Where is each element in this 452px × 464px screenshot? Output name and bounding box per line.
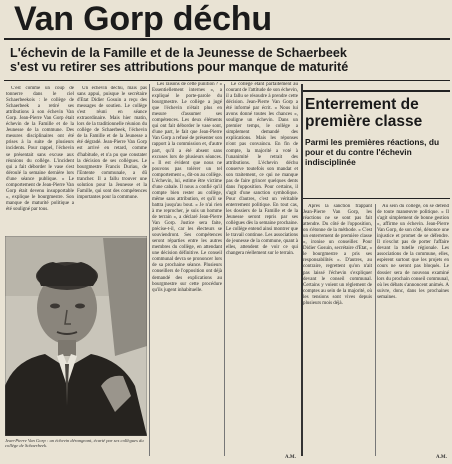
column-2-text: Un échevin déchu, mais pas sans appui, puisque le secrétaire d'Etat Didier Gosuin a reçu des messages de soutien. Le collège s'est réuni en séance extraordinaire. Mais hier matin, lors de la traditionnelle réunion du collège de Schaerbeek, l'échevin de la Famille et de la Jeunesse a été dégradé. Jean-Pierre Van Gorp est arrivé en retard, comme d'habitude, et n'a pu que constater la décision de ses collègues. Le bourgmestre Francis Duriau, de l'Entente communale, a dû trancher. Il a fallu trouver une solution pour la Jeunesse et la Famille, qui sont des compétences importantes pour la commune. [77,86,147,200]
sidebar-column-2 [377,204,449,454]
subhead-rule [4,80,450,81]
sidebar-column-1 [303,204,372,454]
headline: Van Gorp déchu [14,0,272,38]
portrait-photo [5,236,147,436]
article-column-4 [226,82,298,454]
sidebar-column-1-text: Après la sanction frappant Jean-Pierre Van Gorp, les réactions ne se sont pas fait attendre. Du côté de l'opposition, on s'étonne de la méthode. « C'est un enterrement de première classe », ironise un conseiller. Pour Didier Gosuin, secrétaire d'Etat, « le bourgmestre a pris ses responsabilités ». D'autres, au contraire, regrettent qu'on n'ait pas laissé l'échevin s'expliquer devant le conseil communal. Certains y voient un règlement de comptes au sein de la majorité, où les tensions sont vives depuis plusieurs mois déjà. [303,204,372,306]
portrait-illustration [5,236,147,436]
subheadline-line-1: L'échevin de la Famille et de la Jeunesse de Schaerbeek [10,46,347,60]
article-signature: A.M. [285,455,296,460]
sidebar-top-rule [303,90,450,92]
column-4-text: Le collège étant parfaitement au courant de l'attitude de son échevin, il a fallu se résoudre à prendre cette décision. Jean-Pierre Van Gorp a été informé par écrit. « Nous lui avons donné toutes les chances », souligne un échevin. Dans un premier temps, le collège a simplement demandé des explications. Mais les réponses n'ont pas convaincu. En fin de compte, la majorité a voté à l'unanimité le retrait des attributions. L'échevin déchu conserve toutefois son mandat et son traitement, ce qui ne manque pas de faire grincer quelques dents dans l'opposition. Pour certains, il s'agit d'une sanction symbolique. Pour d'autres, c'est un véritable enterrement politique. En tout cas, les dossiers de la Famille et de la Jeunesse seront repris par ses collègues dès la semaine prochaine. Le collège entend ainsi montrer que le travail continue. Les associations de jeunesse de la commune, quant à elles, attendent de voir ce qui changera réellement sur le terrain. [226,82,298,257]
article-column-3 [152,82,222,454]
column-1-text: C'est comme un coup de tonnerre dans le ciel Schaerbeekois : le collège de Schaerbeek a retiré ses attributions à son échevin Van Gorp. Jean-Pierre Van Gorp était échevin de la Famille et de la Jeunesse de la commune. Des mesures disciplinaires ont été prises à la suite de plusieurs incidents. Pour rappel, l'échevin se présentait sans excuse aux réunions du collège. L'incident qui a fait déborder le vase s'est déroulé la semaine dernière lors d'une séance publique. « Le comportement de Jean-Pierre Van Gorp était devenu insupportable », explique le bourgmestre. Son manque de maturité politique a été souligné par tous. [6,86,74,212]
column-divider [224,84,225,456]
column-divider [149,84,150,456]
article-column-2 [77,86,147,234]
sidebar-column-2-text: Au sein du collège, on se défend de toute manœuvre politique. « Il s'agit simplement de bonne gestion », affirme un échevin. Jean-Pierre Van Gorp, de son côté, dénonce une injustice et promet de se défendre. Il n'exclut pas de porter l'affaire devant la tutelle régionale. Les associations de la commune, elles, espèrent surtout que les projets en cours ne seront pas bloqués. Le dossier sera de nouveau examiné lors du prochain conseil communal, où les débats s'annoncent animés. A suivre, donc, dans les prochaines semaines. [377,204,449,300]
photo-caption: Jean-Pierre Van Gorp : un échevin dérangeant, écarté par ses collègues du collège de Schaerbeek. [5,438,144,449]
sidebar-sub-rule [303,198,450,199]
subheadline [10,46,450,74]
column-3-text: Les raisons de cette punition ? « Essentiellement internes », a expliqué le porte-parole du bourgmestre. Le collège a jugé que l'échevin n'était plus en mesure d'assumer ses compétences. Les deux éléments qui ont fait déborder le vase sont, d'une part, le fait que Jean-Pierre Van Gorp a refusé de présenter son rapport à la commission et, d'autre part, qu'il a été absent sans excuses lors de plusieurs séances. « Il est évident que nous ne pouvons pas tolérer un tel comportement », dit-on au collège. L'échevin, lui, estime être victime d'une cabale. Il nous a confié qu'il compte bien rester au collège, même sans attribution, et qu'il se battra jusqu'au bout. « Je n'ai rien à me reprocher, je suis un homme de terrain », a déclaré Jean-Pierre Van Gorp. Justice sera faite, précise-t-il, car les électeurs se souviendront. Ses compétences seront réparties entre les autres membres du collège, en attendant une décision définitive. Le conseil communal devra se prononcer lors de sa prochaine séance. Plusieurs conseillers de l'opposition ont déjà demandé des explications au bourgmestre sur cette procédure qu'ils jugent inhabituelle. [152,82,222,293]
column-divider [375,204,376,456]
sidebar-subtitle: Parmi les premières réactions, du pour et du contre l'échevin indisciplinée [305,137,440,167]
sidebar-signature: A.M. [436,455,447,460]
article-column-1 [6,86,74,234]
sidebar-title: Enterrement de première classe [305,96,423,130]
subheadline-line-2: s'est vu retirer ses attributions pour manque de maturité [10,60,349,74]
headline-rule [4,38,450,40]
